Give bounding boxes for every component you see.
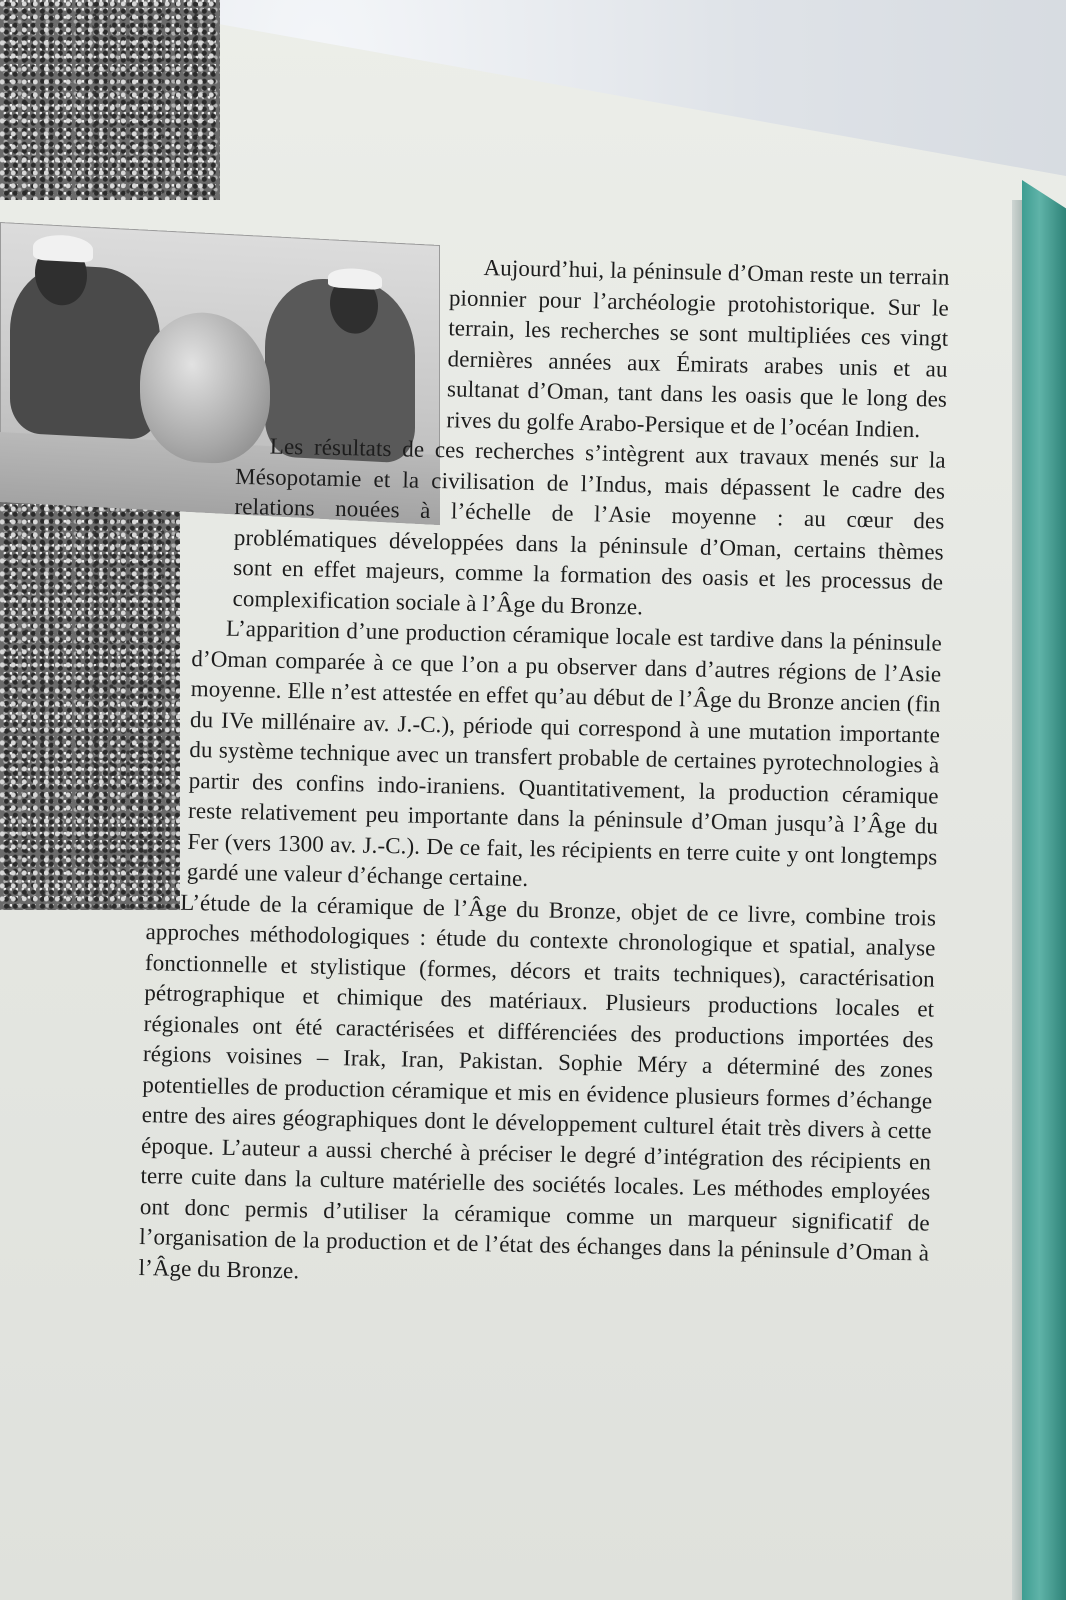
teal-cover-edge — [1022, 180, 1066, 1600]
granite-texture-top — [0, 0, 220, 200]
paragraph-1: Aujourd’hui, la péninsule d’Oman reste un terrain pionnier pour l’archéologie protohistorique. Sur le terrain, les recherches se sont multipliées ces vingt dernières années aux Émirats arabes unis et au sultanat d’Oman, tant dans les oasis que le long des rives du golfe Arabo-Persique et de l’océan Indien. — [446, 254, 950, 442]
photo-turban-left — [33, 234, 93, 263]
photo-man-left — [10, 263, 160, 441]
cover-text — [128, 246, 950, 1300]
paragraph-4: L’étude de la céramique de l’Âge du Bronze, objet de ce livre, combine trois approches méthodologiques : étude du contexte chronologique et spatial, analyse fonctionnelle et stylistique (formes, décors et traits techniques), caractérisation pétrographique et chimique des matériaux. Plusieurs productions locales et régionales ont été caractérisées et différenciées des productions importées des régions voisines – Irak, Iran, Pakistan. Sophie Méry a déterminé des zones potentielles de production céramique et mis en évidence plusieurs formes d’échange entre des aires géographiques dont le développement culturel était très divers à cette époque. L’auteur a aussi cherché à préciser le degré d’intégration des récipients en terre cuite dans la culture matérielle des sociétés locales. Les méthodes employées ont donc permis d’utiliser la céramique comme un marqueur significatif de l’organisation de la production et de l’état des échanges dans la péninsule d’Oman à l’Âge du Bronze. — [138, 889, 937, 1283]
paragraph-2: Les résultats de ces recherches s’intègrent aux travaux menés sur la Mésopotamie et la civilisation de l’Indus, mais dépassent le cadre des relations nouées à l’échelle de l’Asie moyenne : au cœur des problématiques développées dans la péninsule d’Oman, certains thèmes sont en effet majeurs, comme la formation des oasis et les processus de complexification sociale à l’Âge du Bronze. — [232, 433, 946, 619]
paragraph-3: L’apparition d’une production céramique locale est tardive dans la péninsule d’Oman comparée à ce que l’on a pu observer dans d’autres régions de l’Asie moyenne. Elle n’est attestée en effet qu’au début de l’Âge du Bronze ancien (fin du IVe millénaire av. J.-C.), période qui correspond à une mutation importante du système technique avec un transfert probable de certaines pyrotechnologies à partir des confins indo-iraniens. Quantitativement, la production céramique reste relativement peu importante dans la péninsule d’Oman jusqu’à l’Âge du Fer (vers 1300 av. J.-C.). De ce fait, les récipients en terre cuite y ont longtemps gardé une valeur d’échange certaine. — [186, 615, 943, 892]
cover-edge-shadow — [1012, 200, 1022, 1600]
